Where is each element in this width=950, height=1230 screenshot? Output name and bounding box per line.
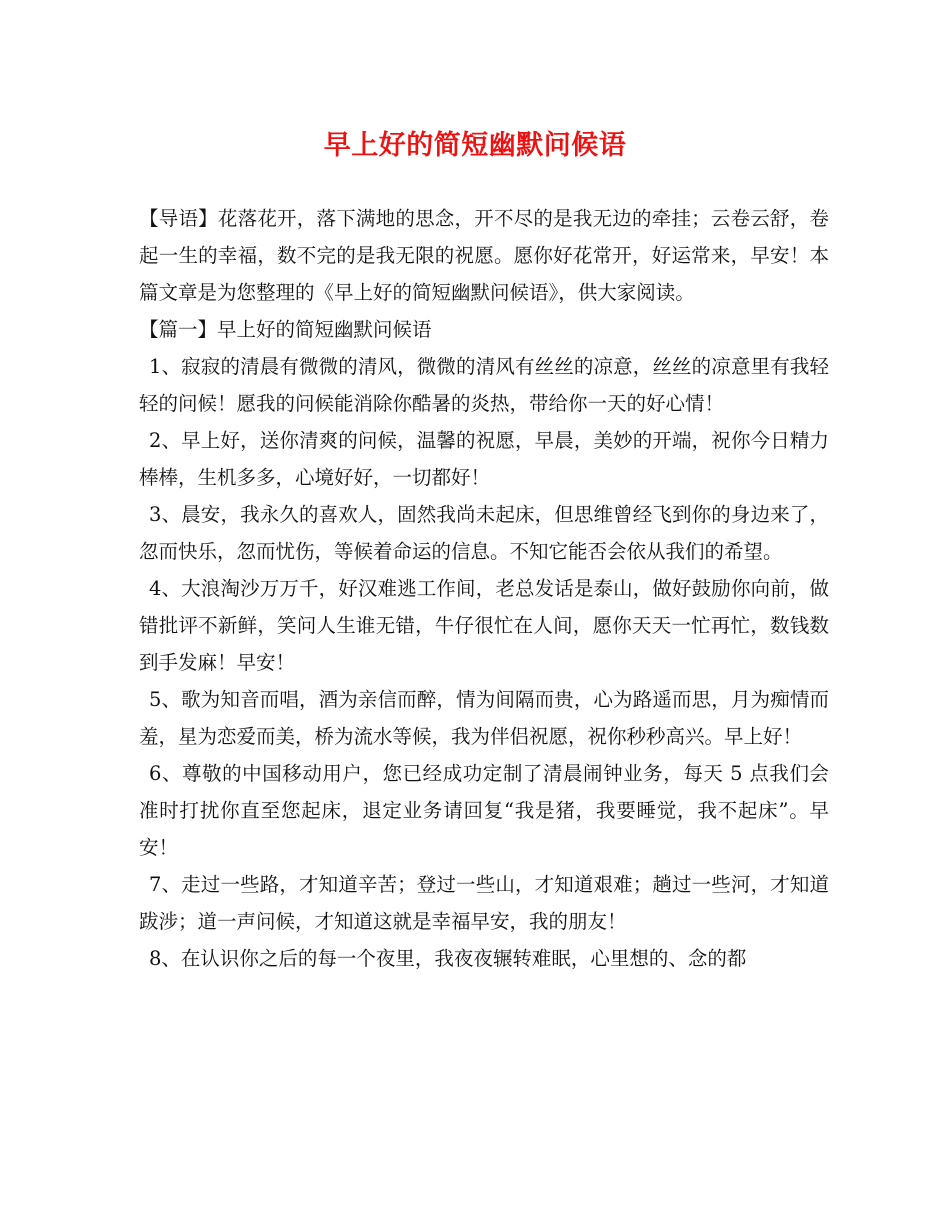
list-item: 6、尊敬的中国移动用户，您已经成功定制了清晨闹钟业务，每天 5 点我们会准时打扰你直至您起床，退定业务请回复“我是猪，我要睡觉，我不起床”。早安！ [139, 762, 829, 859]
list-item: 1、寂寂的清晨有微微的清风，微微的清风有丝丝的凉意，丝丝的凉意里有我轻轻的问候！愿我的问候能消除你酷暑的炎热，带给你一天的好心情！ [139, 355, 829, 415]
list-item: 4、大浪淘沙万万千，好汉难逃工作间，老总发话是泰山，做好鼓励你向前，做错批评不新鲜，笑问人生谁无错，牛仔很忙在人间，愿你天天一忙再忙，数钱数到手发麻！早安！ [139, 577, 829, 674]
list-item: 8、在认识你之后的每一个夜里，我夜夜辗转难眠，心里想的、念的都 [149, 947, 747, 970]
section-heading: 【篇一】早上好的简短幽默问候语 [139, 318, 432, 341]
list-item: 3、晨安，我永久的喜欢人，固然我尚未起床，但思维曾经飞到你的身边来了，忽而快乐，忽而忧伤，等候着命运的信息。不知它能否会依从我们的希望。 [139, 503, 829, 563]
document-body [139, 200, 829, 977]
list-item: 2、早上好，送你清爽的问候，温馨的祝愿，早晨，美妙的开端，祝你今日精力棒棒，生机多多，心境好好，一切都好！ [139, 429, 829, 489]
intro-paragraph: 【导语】花落花开，落下满地的思念，开不尽的是我无边的牵挂；云卷云舒，卷起一生的幸福，数不完的是我无限的祝愿。愿你好花常开，好运常来，早安！本篇文章是为您整理的《早上好的简短幽默问候语》，供大家阅读。 [139, 207, 829, 304]
document-title: 早上好的简短幽默问候语 [323, 130, 627, 161]
list-item: 7、走过一些路，才知道辛苦；登过一些山，才知道艰难；趟过一些河，才知道跋涉；道一声问候，才知道这就是幸福早安，我的朋友！ [139, 873, 829, 933]
list-item: 5、歌为知音而唱，酒为亲信而醉，情为间隔而贵，心为路遥而思，月为痴情而羞，星为恋爱而美，桥为流水等候，我为伴侣祝愿，祝你秒秒高兴。早上好！ [139, 688, 829, 748]
